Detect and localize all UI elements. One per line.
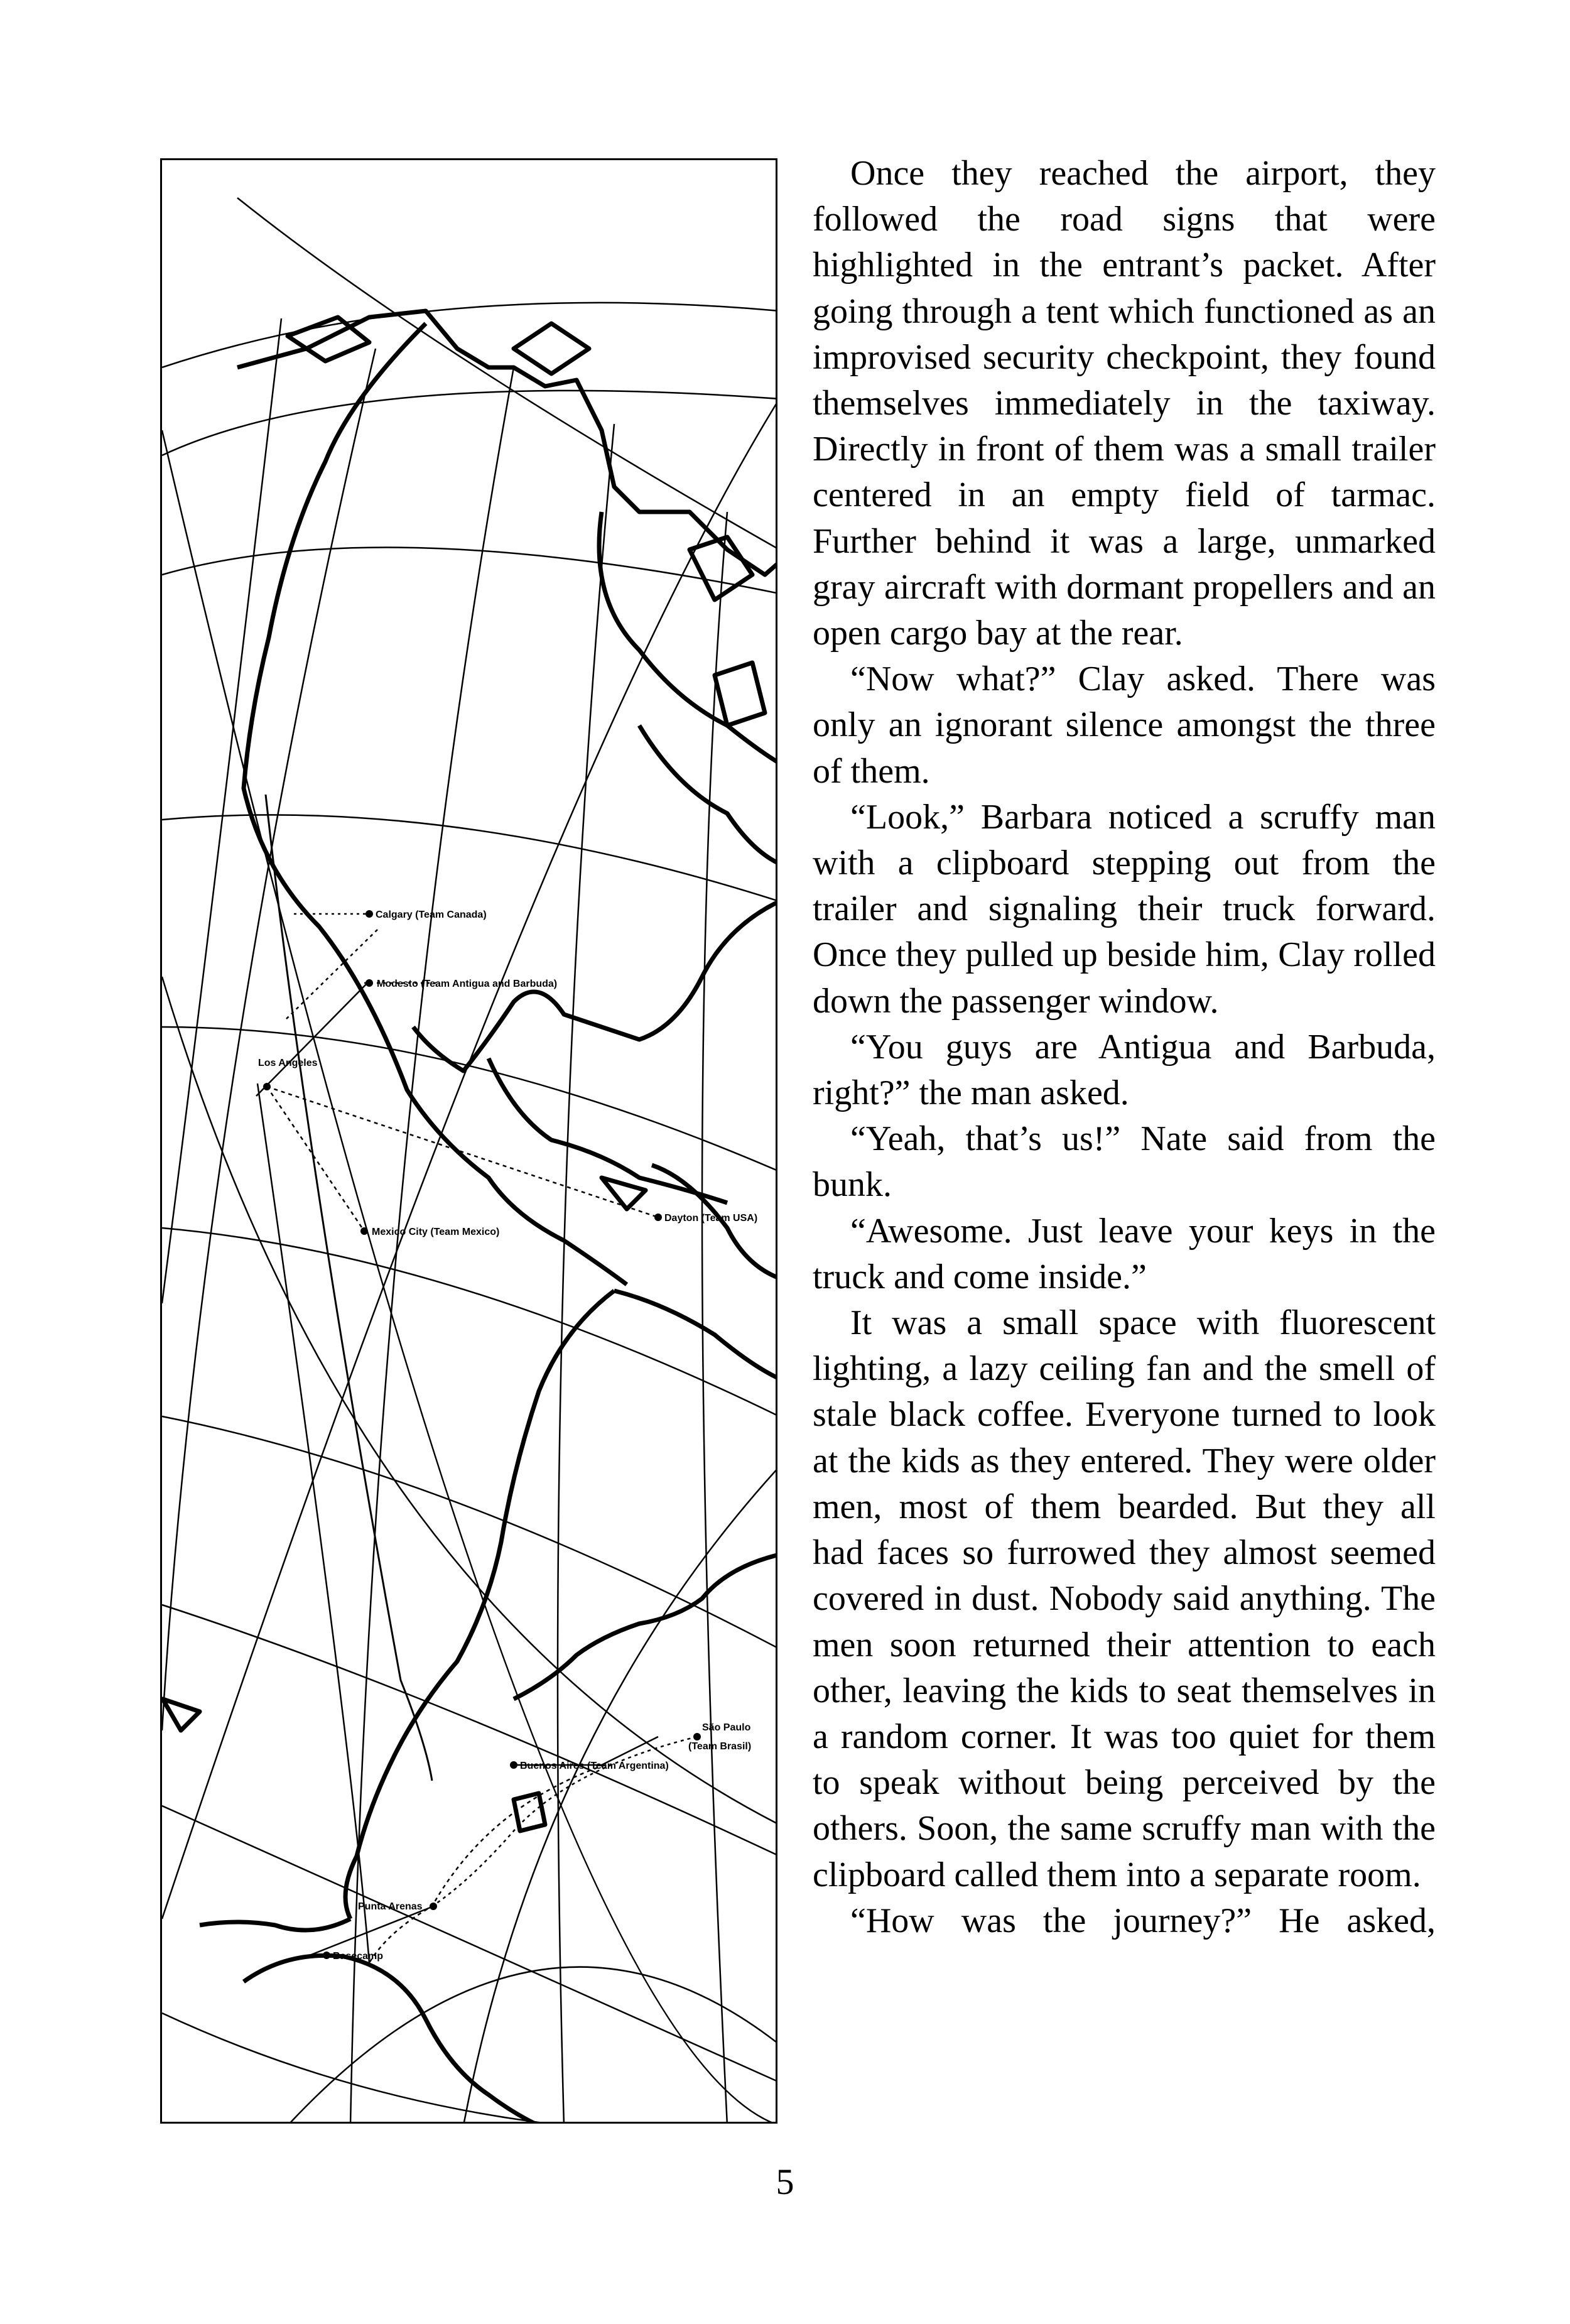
label-sao-paulo-team: (Team Brasil) [688, 1741, 752, 1752]
label-punta-arenas: Punta Arenas [358, 1901, 423, 1912]
label-dayton: Dayton (Team USA) [664, 1213, 758, 1224]
label-basecamp: Basecamp [333, 1951, 384, 1962]
paragraph: “How was the journey?” He asked, [850, 1901, 1436, 1940]
label-calgary: Calgary (Team Canada) [376, 910, 487, 920]
paragraph: It was a small space with fluorescent lighting, a lazy ceiling fan and the smell of stale black coffee. Everyone turned to look at the kids as they entered. They were older men, most of them bearded. But they all had faces so furrowed they almost seemed covered in dust. Nobody said anything. The men soon returned their attention to each other, leaving the kids to seat themselves in a random corner. It was too quiet for them to speak without being perceived by the others. Soon, the same scruffy man with the clipboard called them into a separate room. [813, 1303, 1436, 1894]
map-figure [160, 158, 777, 2124]
label-buenos-aires: Buenos Aires (Team Argentina) [520, 1761, 669, 1771]
paragraph: “You guys are Antigua and Barbuda, right?” the man asked. [813, 1027, 1436, 1113]
label-mexico-city: Mexico City (Team Mexico) [372, 1227, 500, 1237]
page-number: 5 [776, 2161, 794, 2202]
paragraph: “Look,” Barbara noticed a scruffy man with a clipboard stepping out from the trailer and signaling their truck forward. Once they pulled up beside him, Clay rolled down the passenger window. [813, 797, 1436, 1021]
paragraph: “Now what?” Clay asked. There was only an ignorant silence amongst the three of them. [813, 660, 1436, 791]
label-modesto: Modesto (Team Antigua and Barbuda) [377, 979, 558, 989]
americas-map [162, 160, 777, 2124]
label-los-angeles: Los Angeles [258, 1058, 318, 1068]
story-text [813, 151, 1436, 1944]
paragraph: “Yeah, that’s us!” Nate said from the bunk. [813, 1119, 1436, 1205]
label-sao-paulo: São Paulo [702, 1722, 751, 1733]
paragraph: Once they reached the airport, they followed the road signs that were highlighted in the entrant’s packet. After going through a tent which functioned as an improvised security checkpoint, they found themselves immediately in the taxiway. Directly in front of them was a small trailer centered in an empty field of tarmac. Further behind it was a large, unmarked gray aircraft with dormant propellers and an open cargo bay at the rear. [813, 154, 1436, 653]
paragraph: “Awesome. Just leave your keys in the truck and come inside.” [813, 1211, 1436, 1296]
